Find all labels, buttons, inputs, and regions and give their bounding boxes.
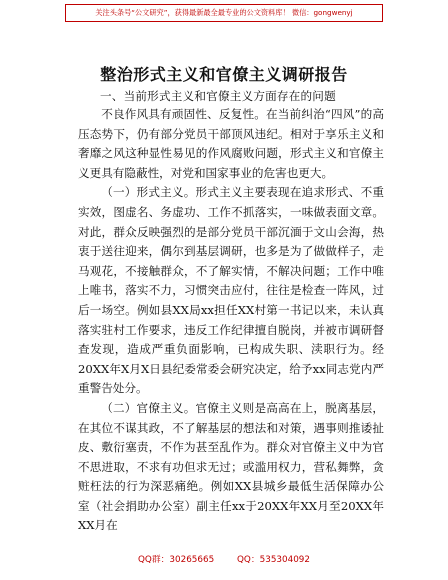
paragraph: （二）官僚主义。官僚主义则是高高在上，脱离基层，在其位不谋其政，不了解基层的想法和对策，遇事则推诿扯皮、敷衍塞责，不作为甚至乱作为。群众对官僚主义中为官不思进取，不求有功但求无过；或滥用权力，营私舞弊，贪赃枉法的行为深恶痛绝。例如XX县城乡最低生活保障办公室（社会捐助办公室）副主任xx于20XX年XX月至20XX年XX月在 <box>78 400 384 533</box>
qq-text: QQ：535304092 <box>236 555 311 565</box>
paragraph: 不良作风具有顽固性、反复性。在当前纠治“四风”的高压态势下，仍有部分党员干部顶风违纪。相对于享乐主义和奢靡之风这种显性易见的作风腐败问题，形式主义和官僚主义更具有隐蔽性，对党和国家事业的危害也更大。 <box>78 107 384 180</box>
footer-contact <box>0 552 448 565</box>
qq-group-text: QQ群：30265665 <box>137 555 215 565</box>
document-body <box>78 105 384 536</box>
promo-banner: 关注头条号“公文研究”，获得最新最全最专业的公文资料库！ 微信：gongwenyj <box>65 4 383 22</box>
paragraph: （一）形式主义。形式主义主要表现在追求形式、不重实效，图虚名、务虚功、工作不抓落实，一味做表面文章。对此，群众反映强烈的是部分党员干部沉湎于文山会海，热衷于送往迎来，偶尔到基层调研，也多是为了做做样子，走马观花，不接触群众，不了解实情，不解决问题；工作中唯上唯书，落实不力，习惯突击应付，往往是检查一阵风，过后一场空。例如县XX局xx担任XX村第一书记以来，未认真落实驻村工作要求，违反工作纪律擅自脱岗，并被市调研督查发现，造成严重负面影响，已构成失职、渎职行为。经20XX年X月X日县纪委常委会研究决定，给予xx同志党内严重警告处分。 <box>78 185 384 396</box>
section-heading: 一、当前形式主义和官僚主义方面存在的问题 <box>100 89 336 103</box>
document-title: 整治形式主义和官僚主义调研报告 <box>100 65 348 84</box>
